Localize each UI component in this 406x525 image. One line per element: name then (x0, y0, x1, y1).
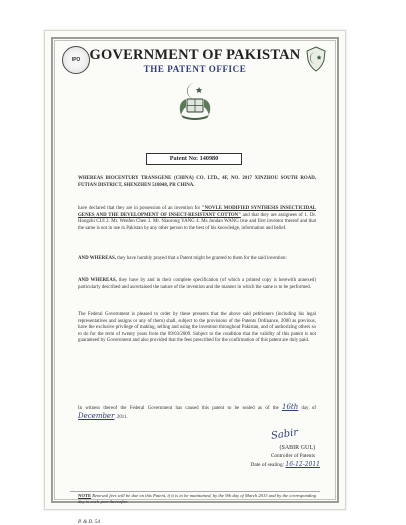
specification-paragraph: AND WHEREAS, they have by and in their complete specification (of which a printed copy is herewith annexed) particularly described and ascertained the nature of the invention and the manner in which the same is to be performed. (78, 278, 316, 290)
page-subtitle: THE PATENT OFFICE (143, 64, 247, 74)
controller-name: (SABIR GUL) (279, 445, 315, 451)
applicant-paragraph: WHEREAS BIOCENTURY TRANSGENE (CHINA) CO. LTD., 4F, NO. 2017 XINZHOU SOUTH ROAD, FUTIAN DISTRICT, SHENZHEN 518048, PR CHINA. (78, 176, 316, 188)
invention-title: "NOVLE MODIFIED SYNTHESIS INSECTICIDAL GENES AND THE DEVELOPMENT OF INSECT-RESISTANT COTTON" (78, 206, 316, 218)
sealing-date: Date of sealing: 16-12-2011 (250, 461, 320, 468)
form-code: P. & D. 54 (78, 519, 100, 525)
applicant-name: BIOCENTURY TRANSGENE (CHINA) CO. LTD., 4F, NO. 2017 XINZHOU SOUTH ROAD, FUTIAN DISTRICT, SHENZHEN 518048, PR CHINA. (78, 176, 316, 188)
patent-number: 140980 (199, 155, 219, 162)
witness-day: 16th (282, 403, 299, 411)
renewal-note: NOTE Renewal fees will be due on this Patent, if it is to be maintained, by the 9th day of March 2013 and by the corresponding day in each year thereafter. (78, 493, 316, 504)
footer-divider (70, 491, 320, 492)
witness-month: December (78, 411, 115, 420)
ipo-logo-icon: IPO (62, 46, 90, 74)
declaration-paragraph: have declared that they are in possession of an invention for "NOVLE MODIFIED SYNTHESIS INSECTICIDAL GENES AND THE DEVELOPMENT OF INSECT-RESISTANT COTTON" and that they are assignees of 1. Dr. Hongzhi CUI 2. Mr. Wenfen Chen 3. Mr. Nianrong YANG 4. Ms Jundan WANG true and first inventor thereof and that the same is not in use in Pakistan by any other person to the best of his knowledge, information and belief. (78, 206, 316, 231)
prayer-paragraph: AND WHEREAS, they have humbly prayed that a Patent might be granted to them for the said invention: (78, 256, 287, 261)
state-emblem-icon (304, 45, 328, 73)
grant-paragraph: The Federal Government is pleased to order by these presents that the above said petitioners (including his legal representatives and assigns or any of them) shall, subject to the provisions of the Patents Ordinance, 2000 as previous, have the exclusive privilege of making, selling and using the invention throughout Pakistan, and of authorizing others so to do for the term of twenty years from the 09/03/2009. Subject to the condition that the validity of this patent is not guaranteed by Government and also provided that the fees prescribed for the confirmation of this patent are duly paid. (78, 312, 316, 343)
patent-number-label: Patent No: (169, 155, 199, 162)
signature-scrawl: Sabir (270, 427, 299, 442)
patent-certificate (44, 30, 346, 525)
controller-role: Controller of Patents (270, 453, 315, 459)
patent-number-box (146, 153, 242, 165)
page-title: GOVERNMENT OF PAKISTAN (89, 47, 301, 63)
witness-paragraph: In witness thereof the Federal Government has caused this patent to be sealed as of the 16th day of December, 2011. (78, 403, 316, 420)
pakistan-coat-of-arms-icon (173, 79, 217, 121)
